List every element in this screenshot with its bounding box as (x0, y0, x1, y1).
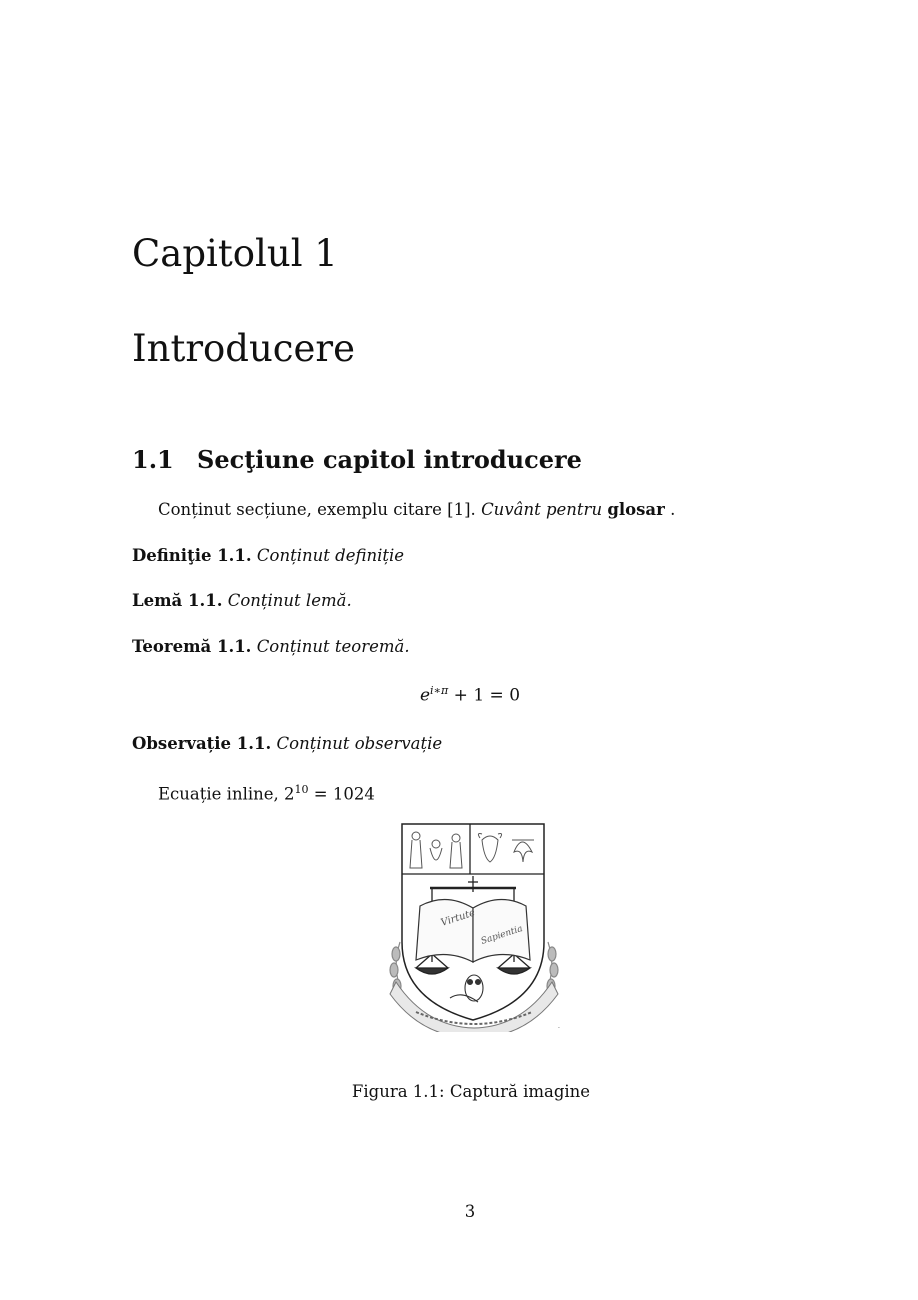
section-number: 1.1 (132, 445, 174, 474)
paragraph-end: . (670, 500, 676, 519)
equation-rest: + 1 = 0 (453, 685, 521, 706)
definition-label: Definiţie 1.1. (132, 546, 252, 565)
theorem-label: Teoremă 1.1. (132, 637, 252, 656)
lemma-body: Conținut lemă. (227, 591, 352, 610)
inline-eq-exponent: 10 (294, 783, 309, 796)
section-title: Secţiune capitol introducere (197, 445, 582, 474)
book-text-top: Virtute (439, 907, 477, 929)
paragraph-italic: Cuvânt pentru (481, 500, 603, 519)
theorem-body: Conținut teoremă. (256, 637, 410, 656)
section-paragraph (158, 499, 675, 521)
equation-exponent: i∗π (430, 684, 449, 697)
book-text-bottom: Sapientia (479, 924, 524, 947)
lemma-label: Lemă 1.1. (132, 591, 223, 610)
observation-body: Conținut observație (276, 734, 443, 753)
definition-body: Conținut definiție (256, 546, 405, 565)
glossary-link[interactable]: glosar (607, 500, 665, 519)
chapter-label: Capitolul 1 (132, 232, 338, 275)
paragraph-text: Conținut secțiune, exemplu citare [1]. (158, 500, 476, 519)
equation-base: e (419, 685, 431, 706)
definition-block (132, 545, 404, 567)
lemma-block (132, 590, 352, 612)
display-equation (0, 684, 918, 706)
university-crest-image (386, 822, 562, 1032)
observation-block (132, 733, 442, 755)
chapter-title: Introducere (132, 327, 355, 370)
inline-eq-rest: = 1024 (313, 784, 375, 804)
inline-eq-text: Ecuație inline, (158, 784, 279, 804)
inline-equation-paragraph (158, 779, 375, 806)
inline-eq-base: 2 (284, 784, 295, 804)
theorem-block (132, 636, 410, 658)
observation-label: Observație 1.1. (132, 734, 272, 753)
figure-caption: Figura 1.1: Captură imagine (351, 1082, 591, 1101)
section-heading (132, 445, 582, 475)
svg-text:.: . (558, 1023, 560, 1030)
page-number: 3 (464, 1202, 476, 1221)
